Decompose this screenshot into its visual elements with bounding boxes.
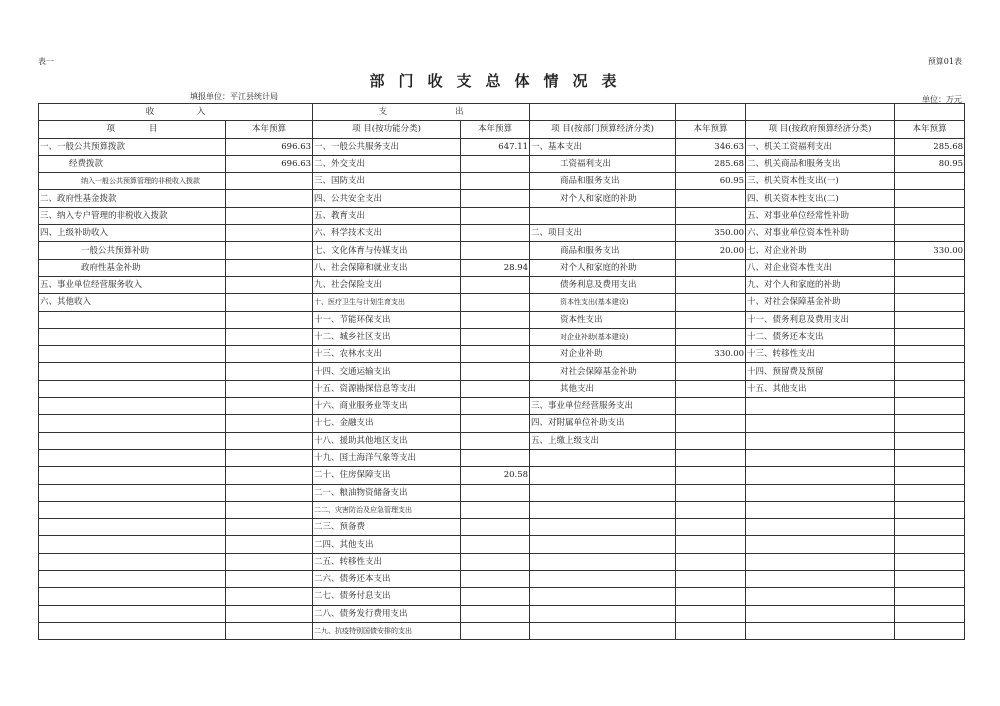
income-item-cell (39, 571, 226, 588)
table-row (39, 207, 965, 224)
function-budget-cell: 647.11 (461, 138, 530, 155)
dept-econ-item-cell: 对企业补助(基本建设) (530, 328, 676, 345)
function-item-cell: 十、医疗卫生与计划生育支出 (313, 294, 461, 311)
gov-econ-item-cell (746, 553, 895, 570)
dept-econ-item-cell: 三、事业单位经营服务支出 (530, 398, 676, 415)
income-budget-cell (226, 449, 313, 466)
gov-econ-budget-cell (895, 328, 965, 345)
income-item-cell: 三、纳入专户管理的非税收入拨款 (39, 207, 226, 224)
table-row (39, 449, 965, 466)
table-row (39, 363, 965, 380)
dept-econ-item-cell (530, 207, 676, 224)
table-row (39, 311, 965, 328)
income-item-cell: 一、一般公共预算拨款 (39, 138, 226, 155)
function-item-cell: 二十、住房保障支出 (313, 467, 461, 484)
function-item-cell: 十六、商业服务业等支出 (313, 398, 461, 415)
function-budget-cell (461, 173, 530, 190)
dept-econ-item-cell: 对个人和家庭的补助 (530, 190, 676, 207)
dept-econ-item-cell: 对企业补助 (530, 346, 676, 363)
budget-form-code: 预算01表 (927, 57, 962, 66)
table-row (39, 622, 965, 639)
dept-econ-item-cell (530, 484, 676, 501)
function-item-cell: 二九、抗疫特别国债安排的支出 (313, 622, 461, 639)
income-budget-cell (226, 225, 313, 242)
function-budget-cell (461, 432, 530, 449)
gov-econ-budget-cell (895, 588, 965, 605)
dept-econ-item-cell: 对社会保障基金补助 (530, 363, 676, 380)
function-item-cell: 九、社会保险支出 (313, 276, 461, 293)
budget-table (38, 103, 965, 640)
gov-econ-item-cell: 六、对事业单位资本性补助 (746, 225, 895, 242)
expense-section-header: 支 出 (313, 104, 530, 121)
income-item-cell: 政府性基金补助 (39, 259, 226, 276)
income-budget-cell (226, 380, 313, 397)
gov-econ-budget-cell: 80.95 (895, 155, 965, 172)
table-row (39, 242, 965, 259)
dept-econ-budget-cell (676, 501, 746, 518)
function-budget-cell: 28.94 (461, 259, 530, 276)
dept-econ-budget-cell (676, 571, 746, 588)
dept-econ-item-cell (530, 449, 676, 466)
income-item-cell (39, 380, 226, 397)
function-item-cell: 二八、债务发行费用支出 (313, 605, 461, 622)
function-budget-cell: 20.58 (461, 467, 530, 484)
gov-econ-item-cell: 十五、其他支出 (746, 380, 895, 397)
function-budget-cell (461, 380, 530, 397)
function-budget-cell (461, 449, 530, 466)
income-item-cell (39, 519, 226, 536)
income-budget-cell (226, 294, 313, 311)
dept-econ-budget-cell (676, 432, 746, 449)
gov-econ-budget-cell (895, 519, 965, 536)
gov-econ-item-cell (746, 432, 895, 449)
income-item-cell (39, 467, 226, 484)
dept-econ-item-cell: 工资福利支出 (530, 155, 676, 172)
income-item-cell (39, 311, 226, 328)
dept-econ-budget-cell (676, 328, 746, 345)
gov-econ-budget-cell (895, 276, 965, 293)
income-item-cell (39, 605, 226, 622)
table-row (39, 190, 965, 207)
income-budget-cell (226, 398, 313, 415)
table-row (39, 328, 965, 345)
table-row (39, 155, 965, 172)
income-item-cell: 五、事业单位经营服务收入 (39, 276, 226, 293)
function-budget-cell (461, 501, 530, 518)
income-item-cell (39, 398, 226, 415)
income-item-cell (39, 588, 226, 605)
income-budget-cell (226, 190, 313, 207)
table-row (39, 484, 965, 501)
table-row (39, 276, 965, 293)
income-item-cell (39, 363, 226, 380)
income-item-cell: 一般公共预算补助 (39, 242, 226, 259)
gov-econ-budget-cell (895, 449, 965, 466)
gov-econ-item-cell (746, 536, 895, 553)
function-item-cell: 十七、金融支出 (313, 415, 461, 432)
income-budget-cell (226, 346, 313, 363)
gov-econ-item-cell: 三、机关资本性支出(一) (746, 173, 895, 190)
function-budget-cell (461, 536, 530, 553)
dept-econ-item-cell (530, 571, 676, 588)
income-section-header: 收 入 (39, 104, 313, 121)
gov-econ-budget-cell (895, 622, 965, 639)
table-row (39, 259, 965, 276)
function-item-cell: 二三、预备费 (313, 519, 461, 536)
income-item-cell: 四、上级补助收入 (39, 225, 226, 242)
function-item-cell: 十一、节能环保支出 (313, 311, 461, 328)
function-budget-cell (461, 294, 530, 311)
income-item-cell (39, 415, 226, 432)
income-budget-cell (226, 501, 313, 518)
table-row (39, 173, 965, 190)
dept-econ-budget-cell (676, 380, 746, 397)
function-budget-cell (461, 276, 530, 293)
dept-econ-budget-cell (676, 415, 746, 432)
function-budget-cell (461, 571, 530, 588)
gov-econ-budget-cell: 330.00 (895, 242, 965, 259)
dept-econ-budget-cell (676, 467, 746, 484)
dept-econ-item-cell: 债务利息及费用支出 (530, 276, 676, 293)
function-budget-cell (461, 588, 530, 605)
function-item-cell: 十二、城乡社区支出 (313, 328, 461, 345)
gov-econ-item-cell: 七、对企业补助 (746, 242, 895, 259)
dept-econ-budget-cell (676, 207, 746, 224)
dept-econ-budget-cell (676, 311, 746, 328)
function-budget-cell (461, 484, 530, 501)
table-row (39, 432, 965, 449)
function-item-cell: 二一、粮油物资储备支出 (313, 484, 461, 501)
function-budget-cell (461, 242, 530, 259)
income-item-cell (39, 432, 226, 449)
gov-econ-item-cell (746, 571, 895, 588)
gov-econ-item-cell: 十四、预留费及预留 (746, 363, 895, 380)
gov-econ-budget-cell (895, 380, 965, 397)
table-row (39, 346, 965, 363)
dept-econ-budget-cell: 60.95 (676, 173, 746, 190)
dept-econ-item-cell (530, 588, 676, 605)
income-item-cell: 经费拨款 (39, 155, 226, 172)
function-item-cell: 二四、其他支出 (313, 536, 461, 553)
blank-header-cell (746, 104, 895, 121)
income-budget-cell (226, 588, 313, 605)
blank-header-cell (676, 104, 746, 121)
dept-econ-item-cell (530, 519, 676, 536)
function-item-cell: 六、科学技术支出 (313, 225, 461, 242)
function-budget-cell (461, 363, 530, 380)
dept-econ-budget-cell (676, 363, 746, 380)
header-row-columns (39, 121, 965, 138)
gov-econ-item-cell (746, 398, 895, 415)
table-row (39, 380, 965, 397)
gov-econ-budget-cell (895, 501, 965, 518)
income-item-cell: 六、其他收入 (39, 294, 226, 311)
function-item-cell: 十四、交通运输支出 (313, 363, 461, 380)
gov-econ-budget-cell (895, 467, 965, 484)
currency-unit: 单位：万元 (922, 95, 962, 104)
dept-econ-item-cell (530, 553, 676, 570)
table-row (39, 605, 965, 622)
function-budget-cell (461, 207, 530, 224)
income-budget-cell (226, 173, 313, 190)
table-row (39, 588, 965, 605)
function-item-cell: 一、一般公共服务支出 (313, 138, 461, 155)
dept-econ-item-cell: 商品和服务支出 (530, 242, 676, 259)
blank-header-cell (895, 104, 965, 121)
function-item-cell: 二二、灾害防治及应急管理支出 (313, 501, 461, 518)
function-item-cell: 八、社会保障和就业支出 (313, 259, 461, 276)
function-budget-cell (461, 415, 530, 432)
dept-econ-item-cell: 四、对附属单位补助支出 (530, 415, 676, 432)
dept-econ-budget-cell (676, 398, 746, 415)
gov-econ-budget-cell (895, 536, 965, 553)
gov-econ-budget-cell (895, 363, 965, 380)
table-row (39, 553, 965, 570)
gov-econ-item-cell: 一、机关工资福利支出 (746, 138, 895, 155)
dept-econ-budget-cell (676, 259, 746, 276)
function-item-cell: 三、国防支出 (313, 173, 461, 190)
function-budget-cell (461, 553, 530, 570)
function-item-cell: 四、公共安全支出 (313, 190, 461, 207)
function-item-header: 项 目(按功能分类) (313, 121, 461, 138)
dept-econ-item-cell (530, 622, 676, 639)
gov-econ-budget-cell (895, 259, 965, 276)
function-item-cell: 十九、国土海洋气象等支出 (313, 449, 461, 466)
gov-econ-budget-cell: 285.68 (895, 138, 965, 155)
table-row (39, 138, 965, 155)
gov-econ-item-cell: 二、机关商品和服务支出 (746, 155, 895, 172)
gov-econ-budget-cell (895, 190, 965, 207)
function-item-cell: 十三、农林水支出 (313, 346, 461, 363)
function-budget-cell (461, 398, 530, 415)
gov-econ-budget-cell (895, 346, 965, 363)
gov-econ-item-cell: 十、对社会保障基金补助 (746, 294, 895, 311)
dept-econ-budget-cell (676, 190, 746, 207)
income-budget-cell (226, 363, 313, 380)
dept-econ-budget-cell (676, 588, 746, 605)
gov-econ-budget-cell (895, 311, 965, 328)
table-row (39, 519, 965, 536)
gov-econ-budget-cell (895, 484, 965, 501)
table-row (39, 225, 965, 242)
function-budget-cell (461, 346, 530, 363)
income-budget-cell (226, 605, 313, 622)
income-item-cell (39, 346, 226, 363)
income-budget-cell: 696.63 (226, 155, 313, 172)
dept-econ-budget-cell (676, 536, 746, 553)
dept-econ-budget-cell (676, 519, 746, 536)
gov-econ-item-cell: 八、对企业资本性支出 (746, 259, 895, 276)
gov-econ-budget-cell (895, 207, 965, 224)
dept-econ-budget-cell (676, 449, 746, 466)
gov-econ-item-cell (746, 484, 895, 501)
gov-econ-item-cell (746, 605, 895, 622)
income-item-cell (39, 501, 226, 518)
dept-econ-item-cell: 五、上缴上级支出 (530, 432, 676, 449)
function-item-cell: 五、教育支出 (313, 207, 461, 224)
income-budget-cell (226, 207, 313, 224)
dept-econ-budget-cell (676, 553, 746, 570)
dept-econ-item-cell (530, 605, 676, 622)
income-budget-cell (226, 553, 313, 570)
dept-econ-budget-cell: 346.63 (676, 138, 746, 155)
income-budget-cell (226, 622, 313, 639)
function-budget-header: 本年预算 (461, 121, 530, 138)
dept-econ-budget-cell: 20.00 (676, 242, 746, 259)
dept-econ-budget-cell: 330.00 (676, 346, 746, 363)
income-item-cell (39, 449, 226, 466)
dept-econ-budget-cell (676, 622, 746, 639)
table-row (39, 398, 965, 415)
function-item-cell: 二五、转移性支出 (313, 553, 461, 570)
function-budget-cell (461, 225, 530, 242)
function-budget-cell (461, 190, 530, 207)
function-item-cell: 十五、资源勘探信息等支出 (313, 380, 461, 397)
income-item-cell (39, 622, 226, 639)
income-budget-cell (226, 484, 313, 501)
income-budget-cell (226, 311, 313, 328)
function-budget-cell (461, 311, 530, 328)
gov-econ-item-cell: 十一、债务利息及费用支出 (746, 311, 895, 328)
income-item-cell (39, 536, 226, 553)
gov-econ-budget-cell (895, 173, 965, 190)
header-row-section (39, 104, 965, 121)
dept-econ-item-cell: 一、基本支出 (530, 138, 676, 155)
function-item-cell: 二六、债务还本支出 (313, 571, 461, 588)
gov-econ-budget-header: 本年预算 (895, 121, 965, 138)
function-budget-cell (461, 605, 530, 622)
dept-econ-item-cell: 资本性支出(基本建设) (530, 294, 676, 311)
dept-econ-item-cell (530, 536, 676, 553)
gov-econ-budget-cell (895, 398, 965, 415)
gov-econ-budget-cell (895, 605, 965, 622)
dept-econ-item-header: 项 目(按部门预算经济分类) (530, 121, 676, 138)
dept-econ-item-cell: 商品和服务支出 (530, 173, 676, 190)
page-title: 部门收支总体情况表 (369, 72, 631, 90)
income-item-cell: 纳入一般公共预算管理的非税收入拨款 (39, 173, 226, 190)
dept-econ-budget-cell (676, 276, 746, 293)
income-budget-cell (226, 259, 313, 276)
income-budget-cell: 696.63 (226, 138, 313, 155)
income-budget-cell (226, 432, 313, 449)
income-budget-cell (226, 571, 313, 588)
gov-econ-item-cell: 四、机关资本性支出(二) (746, 190, 895, 207)
income-item-cell (39, 484, 226, 501)
income-item-cell (39, 328, 226, 345)
function-item-cell: 二、外交支出 (313, 155, 461, 172)
gov-econ-item-cell: 十三、转移性支出 (746, 346, 895, 363)
filling-unit: 填报单位：平江县统计局 (190, 92, 278, 101)
gov-econ-item-header: 项 目(按政府预算经济分类) (746, 121, 895, 138)
gov-econ-budget-cell (895, 415, 965, 432)
income-budget-cell (226, 467, 313, 484)
gov-econ-item-cell (746, 501, 895, 518)
income-budget-cell (226, 328, 313, 345)
income-item-header: 项 目 (39, 121, 226, 138)
table-row (39, 536, 965, 553)
dept-econ-budget-cell (676, 294, 746, 311)
gov-econ-item-cell (746, 415, 895, 432)
function-budget-cell (461, 155, 530, 172)
income-item-cell: 二、政府性基金拨款 (39, 190, 226, 207)
table-number-label: 表一 (38, 57, 54, 66)
dept-econ-item-cell: 二、项目支出 (530, 225, 676, 242)
function-budget-cell (461, 519, 530, 536)
gov-econ-budget-cell (895, 571, 965, 588)
blank-header-cell (530, 104, 676, 121)
gov-econ-budget-cell (895, 225, 965, 242)
income-budget-header: 本年预算 (226, 121, 313, 138)
function-item-cell: 十八、援助其他地区支出 (313, 432, 461, 449)
dept-econ-budget-cell: 350.00 (676, 225, 746, 242)
function-item-cell: 七、文化体育与传媒支出 (313, 242, 461, 259)
gov-econ-budget-cell (895, 432, 965, 449)
income-budget-cell (226, 276, 313, 293)
dept-econ-budget-header: 本年预算 (676, 121, 746, 138)
gov-econ-item-cell (746, 588, 895, 605)
income-budget-cell (226, 242, 313, 259)
table-row (39, 294, 965, 311)
gov-econ-item-cell (746, 519, 895, 536)
function-budget-cell (461, 328, 530, 345)
dept-econ-item-cell (530, 467, 676, 484)
income-item-cell (39, 553, 226, 570)
dept-econ-item-cell: 其他支出 (530, 380, 676, 397)
income-budget-cell (226, 415, 313, 432)
table-row (39, 415, 965, 432)
table-row (39, 467, 965, 484)
dept-econ-item-cell (530, 501, 676, 518)
dept-econ-item-cell: 资本性支出 (530, 311, 676, 328)
gov-econ-item-cell: 五、对事业单位经常性补助 (746, 207, 895, 224)
income-budget-cell (226, 519, 313, 536)
function-budget-cell (461, 622, 530, 639)
gov-econ-budget-cell (895, 294, 965, 311)
gov-econ-item-cell (746, 467, 895, 484)
dept-econ-budget-cell (676, 484, 746, 501)
table-row (39, 501, 965, 518)
gov-econ-item-cell: 九、对个人和家庭的补助 (746, 276, 895, 293)
gov-econ-budget-cell (895, 553, 965, 570)
gov-econ-item-cell: 十二、债务还本支出 (746, 328, 895, 345)
gov-econ-item-cell (746, 622, 895, 639)
gov-econ-item-cell (746, 449, 895, 466)
function-item-cell: 二七、债务付息支出 (313, 588, 461, 605)
income-budget-cell (226, 536, 313, 553)
table-row (39, 571, 965, 588)
dept-econ-budget-cell: 285.68 (676, 155, 746, 172)
dept-econ-budget-cell (676, 605, 746, 622)
dept-econ-item-cell: 对个人和家庭的补助 (530, 259, 676, 276)
